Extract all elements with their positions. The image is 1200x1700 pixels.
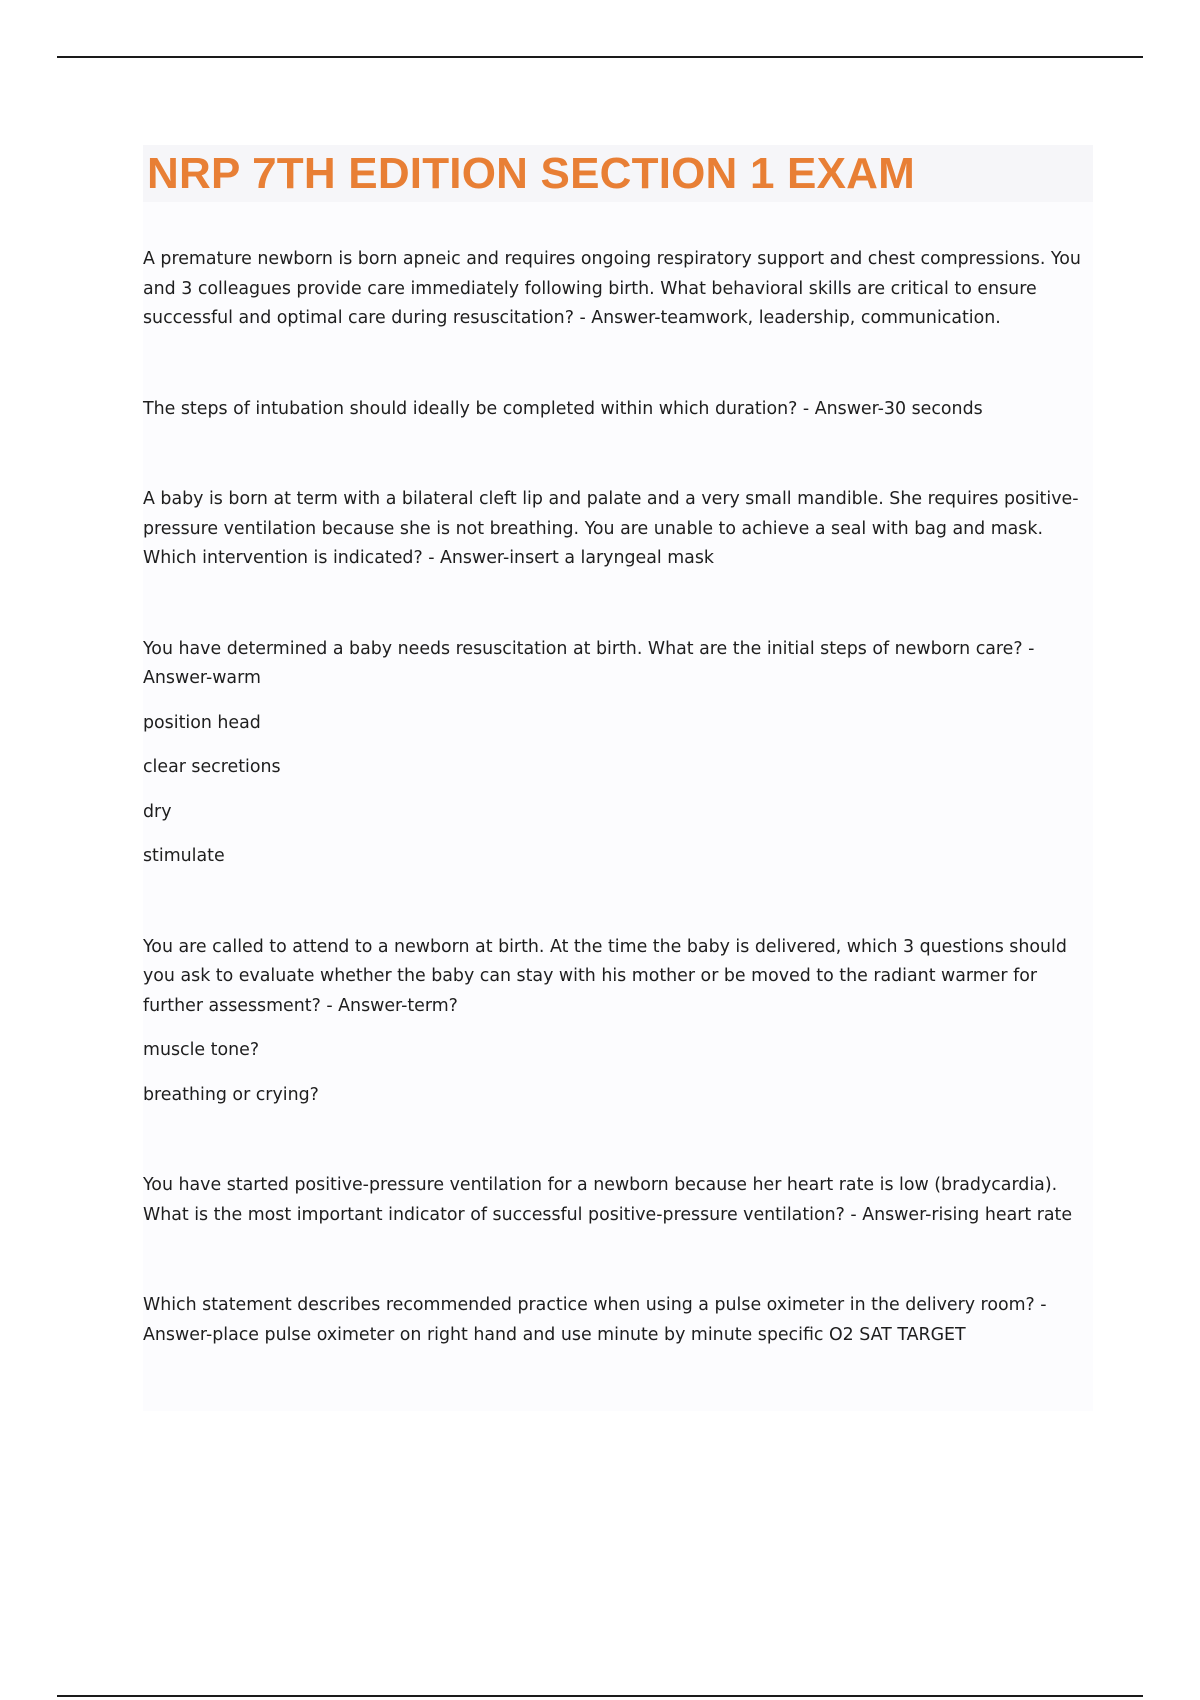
qa-text: The steps of intubation should ideally be completed within which duration? - Answer-30 seconds [143,398,983,419]
qa-item [143,635,1093,872]
qa-text: You have determined a baby needs resuscitation at birth. What are the initial steps of newborn care? - Answer-warm [143,638,1035,688]
answer-line: clear secretions [143,757,281,777]
document-title: NRP 7TH EDITION SECTION 1 EXAM [147,148,915,198]
qa-item [143,933,1093,1111]
answer-line: muscle tone? [143,1040,260,1060]
answer-line: dry [143,801,172,822]
answer-line: position head [143,712,261,733]
qa-item [143,395,1093,425]
qa-text: Which statement describes recommended practice when using a pulse oximeter in the delivery room? - Answer-place pulse oximeter on right hand and use minute by minute specific O2 SAT TARGET [143,1295,1047,1345]
answer-line: stimulate [143,846,225,866]
bottom-rule [57,1695,1143,1697]
qa-item [143,1291,1093,1350]
qa-text: You are called to attend to a newborn at birth. At the time the baby is delivered, which 3 questions should you ask to evaluate whether the baby can stay with his mother or be moved to the radiant warmer for further assessment? - Answer-term? [143,936,1067,1016]
qa-text: A premature newborn is born apneic and requires ongoing respiratory support and chest compressions. You and 3 colleagues provide care immediately following birth. What behavioral skills are critical to ensure successful and optimal care during resuscitation? - Answer-teamwork, leadership, communication. [143,249,1081,328]
title-band [143,145,1093,202]
top-rule [57,56,1143,58]
document-body [143,145,1093,1411]
qa-item [143,1171,1093,1230]
qa-list [143,245,1093,1350]
answer-line: breathing or crying? [143,1084,319,1105]
qa-text: You have started positive-pressure ventilation for a newborn because her heart rate is low (bradycardia). What is the most important indicator of successful positive-pressure ventilation? - Answer-rising heart rate [143,1175,1073,1225]
qa-item [143,245,1093,334]
qa-text: A baby is born at term with a bilateral cleft lip and palate and a very small mandible. She requires positive-pressure ventilation because she is not breathing. You are unable to achieve a seal with bag and mask. Which intervention is indicated? - Answer-insert a laryngeal mask [143,489,1079,568]
qa-item [143,485,1093,574]
